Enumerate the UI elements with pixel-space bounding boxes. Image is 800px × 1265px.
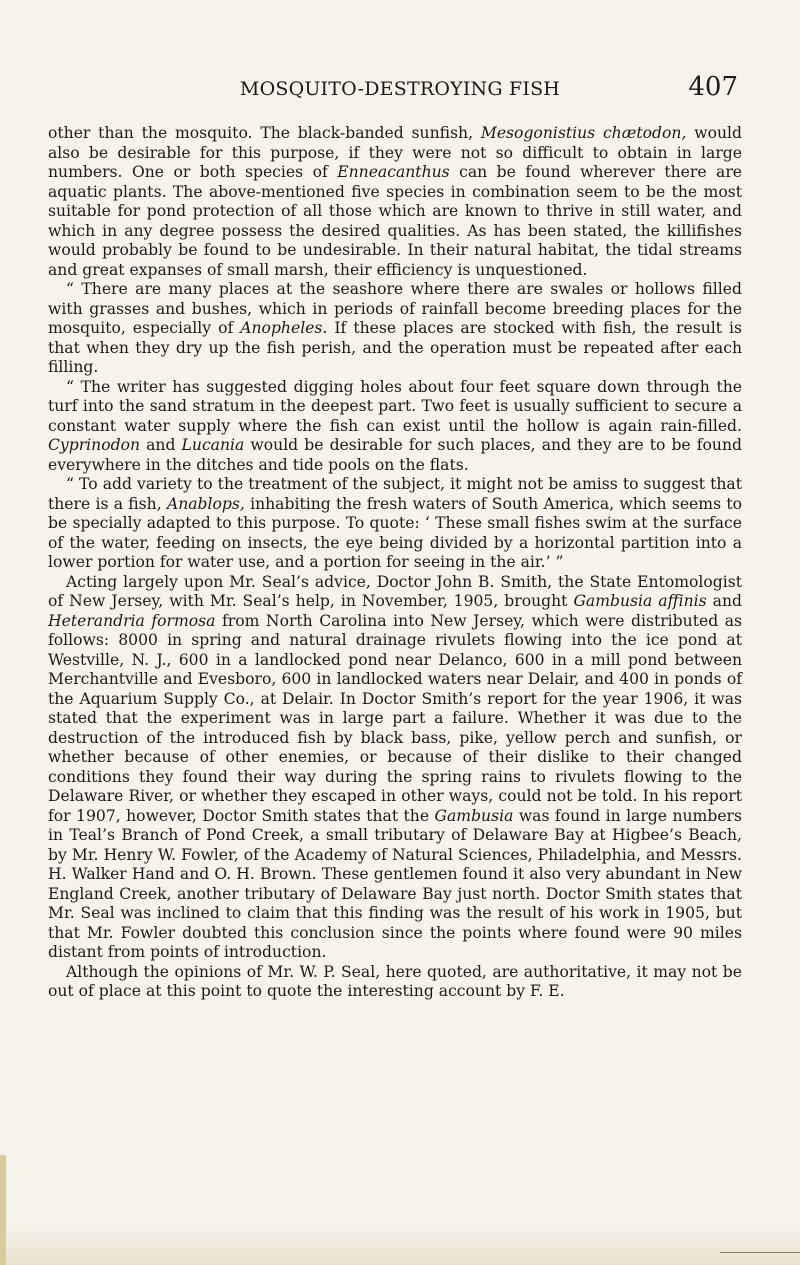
body-text — [48, 124, 742, 1002]
paragraph — [48, 280, 742, 378]
paragraph — [48, 475, 742, 573]
text-run: If these places are stocked with fish, the result is that when they dry up the fish perish, and the operation must be repeated after each filling. — [48, 319, 743, 376]
text-run: and — [140, 436, 182, 454]
italic-term: Lucania — [181, 436, 245, 454]
paragraph — [48, 963, 742, 1002]
running-head: MOSQUITO-DESTROYING FISH — [239, 78, 561, 100]
text-run: was found in large numbers in Teal’s Branch of Pond Creek, a small tributary of Delaware Bay at Higbee’s Beach, by Mr. Henry W. Fowler, of the Academy of Natural Sciences, Philadelphia, and Messrs. H. Walker Hand and O. H. Brown. These gentlemen found it also very abundant in New England Creek, another tributary of Delaware Bay just north. Doctor Smith states that Mr. Seal was inclined to claim that this finding was the result of his work in 1905, but that Mr. Fowler doubted this conclusion since the points where found were 90 miles distant from points of introduction. — [48, 806, 743, 961]
paragraph — [48, 573, 742, 963]
paragraph — [48, 378, 742, 476]
page-header — [0, 72, 800, 112]
text-run: inhabiting the fresh waters of South America, which seems to be specially adapted to this purpose. To quote: ‘ These small fishes swim at the surface of the water, feeding on insects, the eye being divided by a horizontal partition into a lower portion for water use, and a portion for seeing in the air.’ ” — [48, 494, 742, 571]
text-run: “ There are many places at the seashore where there are swales or hollows filled with grasses and bushes, which in periods of rainfall become breeding places for the mosquito, especially of — [48, 280, 742, 337]
text-run: other than the mosquito. The black-banded sunfish, — [48, 124, 481, 142]
page-number: 407 — [688, 72, 738, 102]
italic-term: Gambusia affinis — [573, 592, 707, 610]
italic-term: Heterandria formosa — [48, 611, 216, 630]
italic-term: Cyprinodon — [48, 436, 141, 454]
text-run: “ The writer has suggested digging holes about four feet square down through the turf into the sand stratum in the deepest part. Two feet is usually sufficient to secure a constant water supply where the fish can exist until the hollow is again rain-filled. — [48, 377, 742, 435]
page-bottom-edge — [0, 1225, 800, 1265]
page-corner-mark — [0, 1155, 6, 1265]
text-run: Acting largely upon Mr. Seal’s advice, Doctor John B. Smith, the State Entomologist of New Jersey, with Mr. Seal’s help, in November, 1905, brought — [48, 572, 742, 610]
text-run: “ To add variety to the treatment of the subject, it might not be amiss to suggest that there is a fish, — [48, 475, 742, 513]
text-run: Although the opinions of Mr. W. P. Seal, here quoted, are authoritative, it may not be out of place at this point to quote the interesting account by F. E. — [48, 962, 742, 1000]
italic-term: Mesogonistius chætodon, — [480, 124, 687, 142]
page-bottom-rule — [720, 1252, 800, 1253]
text-run: can be found wherever there are aquatic plants. The above-mentioned five species in combination seem to be the most suitable for pond protection of all those which are known to thrive in still water, and which in any degree possess the desired qualities. As has been stated, the killifishes would probably be found to be undesirable. In their natural habitat, the tidal streams and great expanses of small marsh, their efficiency is unquestioned. — [48, 163, 743, 279]
italic-term: Anopheles. — [240, 319, 328, 337]
text-run: and — [706, 592, 742, 610]
italic-term: Anablops, — [166, 494, 245, 513]
text-run: would also be desirable for this purpose, if they were not so difficult to obtain in large numbers. One or both species of — [48, 124, 742, 181]
paragraph — [48, 124, 742, 280]
italic-term: Enneacanthus — [337, 163, 450, 181]
italic-term: Gambusia — [434, 806, 514, 825]
text-run: would be desirable for such places, and they are to be found everywhere in the ditches and tide pools on the flats. — [48, 436, 742, 474]
text-run: from North Carolina into New Jersey, which were distributed as follows: 8000 in spring and natural drainage rivulets flowing into the ice pond at Westville, N. J., 600 in a landlocked pond near Delanco, 600 in a mill pond between Merchantville and Evesboro, 600 in landlocked waters near Delair, and 400 in ponds of the Aquarium Supply Co., at Delair. In Doctor Smith’s report for the year 1906, it was stated that the experiment was in large part a failure. Whether it was due to the destruction of the introduced fish by black bass, pike, yellow perch and sunfish, or whether because of other enemies, or because of their dislike to their changed conditions they found their way during the spring rains to rivulets flowing to the Delaware River, or whether they escaped in other ways, could not be told. In his report for 1907, however, Doctor Smith states that the — [48, 611, 743, 825]
